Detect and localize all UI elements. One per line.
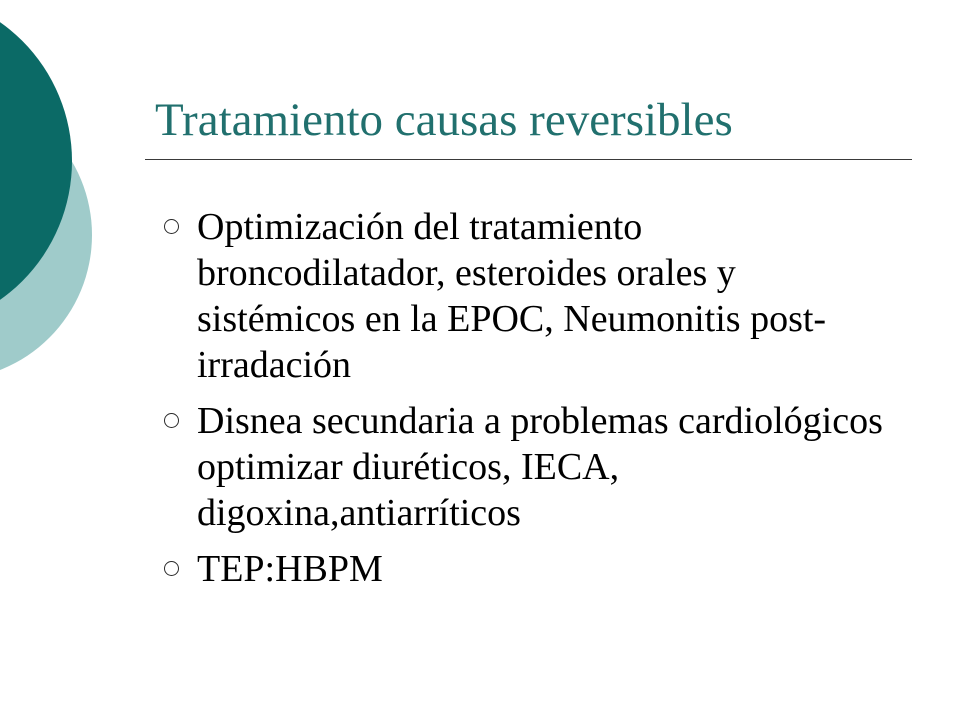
- bullet-text-line: Optimización del tratamiento: [197, 206, 643, 248]
- bullet-text-line: optimizar diuréticos, IECA,: [197, 446, 620, 488]
- bullet-item: [197, 204, 826, 388]
- bullet-text-line: TEP:HBPM: [197, 548, 383, 590]
- bullet-item: [197, 398, 883, 536]
- bullet-item: [197, 546, 383, 592]
- bullet-text-line: irradación: [197, 344, 352, 386]
- hollow-circle-bullet-icon: [164, 561, 179, 576]
- hollow-circle-bullet-icon: [164, 219, 179, 234]
- slide-title: Tratamiento causas reversibles: [155, 94, 733, 146]
- bullet-text-line: digoxina,antiarríticos: [197, 492, 521, 534]
- bullet-text-line: Disnea secundaria a problemas cardiológicos: [197, 400, 883, 442]
- bullet-text-line: broncodilatador, esteroides orales y: [197, 252, 736, 294]
- bullet-text-line: sistémicos en la EPOC, Neumonitis post-: [197, 298, 827, 340]
- hollow-circle-bullet-icon: [164, 413, 179, 428]
